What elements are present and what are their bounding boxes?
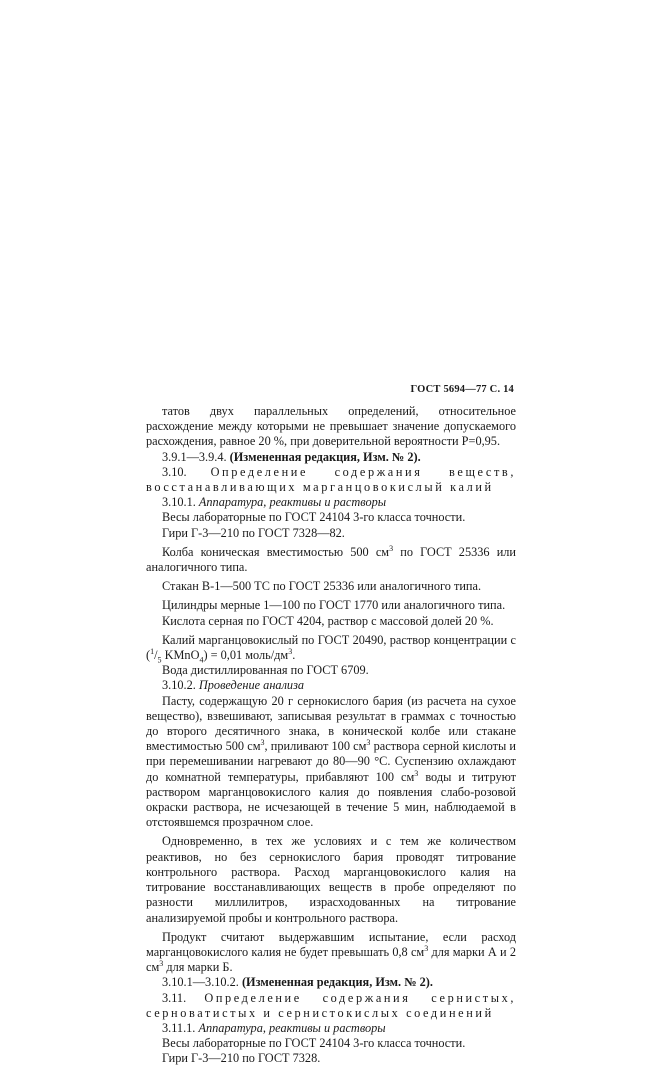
paragraph-text: Весы лабораторные по ГОСТ 24104 3-го класса точности. [162, 510, 466, 525]
subsection-title: Аппаратура, реактивы и растворы [198, 1020, 386, 1035]
superscript: 3 [389, 543, 394, 553]
paragraph-text: для марки Б. [163, 960, 233, 975]
page-header: ГОСТ 5694—77 С. 14 [410, 384, 514, 395]
paragraph-text: Гири Г-3—210 по ГОСТ 7328—82. [162, 525, 345, 540]
reagent-item-acid [146, 614, 516, 629]
paragraph-text: Гири Г-3—210 по ГОСТ 7328. [162, 1051, 321, 1066]
document-body [146, 404, 516, 1067]
clause-number: 3.11.1. [162, 1020, 199, 1035]
section-title: Определение содержания веществ, восстанавливающих марганцовокислый калий [146, 464, 516, 495]
paragraph-text: / [154, 648, 158, 663]
paragraph-amendment-3-9 [146, 450, 516, 465]
equipment-item-weights-2 [146, 1051, 516, 1066]
equipment-item-scales [146, 510, 516, 525]
paragraph-results-continuation [146, 404, 516, 450]
clause-number: 3.10.2. [162, 678, 199, 693]
paragraph-text: ) = 0,01 моль/дм [203, 648, 289, 663]
equipment-item-beaker [146, 579, 516, 594]
reagent-item-water [146, 663, 516, 678]
paragraph-text: Калий марганцовокислый по ГОСТ 20490, раствор концентрации c ( [146, 632, 516, 663]
paragraph-text: , приливают 100 см [264, 739, 367, 754]
paragraph-text: Продукт считают выдержавшим испытание, если расход марганцовокислого калия не будет превышать 0,8 см [146, 929, 516, 959]
amendment-note: (Измененная редакция, Изм. № 2). [229, 449, 421, 464]
section-heading-3-11 [146, 991, 516, 1021]
subscript: 4 [199, 655, 204, 665]
paragraph-text: Колба коническая вместимостью 500 см [162, 544, 390, 559]
equipment-item-scales-2 [146, 1036, 516, 1051]
subscript: 5 [157, 655, 162, 665]
paragraph-text: Вода дистиллированная по ГОСТ 6709. [162, 663, 369, 678]
paragraph-text: по ГОСТ 25336 или аналогичного типа. [146, 544, 516, 575]
paragraph-text: раствора серной кислоты и при перемешивании нагревают до 80—90 °С. Суспензию охлаждают до комнатной температуры, прибавляют 100 см [146, 739, 516, 784]
superscript: 3 [424, 943, 429, 953]
equipment-item-flask [146, 545, 516, 575]
paragraph-text: . [292, 648, 296, 663]
superscript: 3 [260, 738, 265, 748]
paragraph-control-titration [146, 834, 516, 925]
paragraph-acceptance [146, 930, 516, 976]
clause-number: 3.10. [162, 464, 211, 479]
superscript: 3 [366, 738, 371, 748]
clause-number: 3.11. [162, 990, 205, 1005]
superscript: 1 [150, 646, 155, 656]
paragraph-text: Пасту, содержащую 20 г сернокислого бария (из расчета на сухое вещество), взвешивают, записывая результат в граммах с точностью до второго десятичного знака, в конической колбе или стакане вместимостью 500 см [146, 693, 516, 754]
subsection-title: Проведение анализа [198, 678, 305, 693]
clause-number: 3.10.1—3.10.2. [162, 975, 242, 990]
paragraph-amendment-3-10 [146, 975, 516, 990]
superscript: 3 [159, 959, 164, 969]
section-heading-3-10 [146, 465, 516, 495]
paragraph-text: Цилиндры мерные 1—100 по ГОСТ 1770 или аналогичного типа. [162, 598, 506, 613]
paragraph-text: Стакан В-1—500 ТС по ГОСТ 25336 или аналогичного типа. [162, 579, 482, 594]
section-title: Определение содержания сернистых, серноватистых и сернистокислых соединений [146, 990, 516, 1020]
paragraph-text: Кислота серная по ГОСТ 4204, раствор с массовой долей 20 %. [162, 613, 494, 628]
paragraph-text: Одновременно, в тех же условиях и с тем же количеством реактивов, но без сернокислого бария проводят титрование контрольного раствора. Расход марганцовокислого калия на титрование восстанавливающих веществ в пробе определяют по разности миллилитров, израсходованных на титрование анализируемой пробы и контрольного раствора. [146, 834, 516, 925]
clause-number: 3.9.1—3.9.4. [162, 449, 230, 464]
clause-number: 3.10.1. [162, 495, 199, 510]
superscript: 3 [288, 646, 293, 656]
equipment-item-cylinders [146, 598, 516, 613]
paragraph-text: KMnO [161, 648, 200, 663]
subsection-heading-3-10-1 [146, 495, 516, 510]
equipment-item-weights [146, 526, 516, 541]
paragraph-text: татов двух параллельных определений, относительное расхождение между которыми не превышает значение допускаемого расхождения, равное 20 %, при доверительной вероятности P=0,95. [146, 404, 516, 449]
superscript: 3 [414, 768, 419, 778]
subsection-title: Аппаратура, реактивы и растворы [198, 495, 387, 510]
amendment-note: (Измененная редакция, Изм. № 2). [241, 975, 433, 990]
paragraph-text: для марки А и 2 см [146, 944, 516, 975]
paragraph-text: воды и титруют раствором марганцовокислого калия до появления слабо-розовой окраски раствора, не исчезающей в течение 5 мин, наблюдаемой в отстоявшемся прозрачном слое. [146, 769, 516, 830]
paragraph-text: Весы лабораторные по ГОСТ 24104 3-го класса точности. [162, 1036, 466, 1051]
subsection-heading-3-10-2 [146, 678, 516, 693]
reagent-item-permanganate [146, 633, 516, 663]
subsection-heading-3-11-1 [146, 1021, 516, 1036]
paragraph-procedure [146, 694, 516, 831]
